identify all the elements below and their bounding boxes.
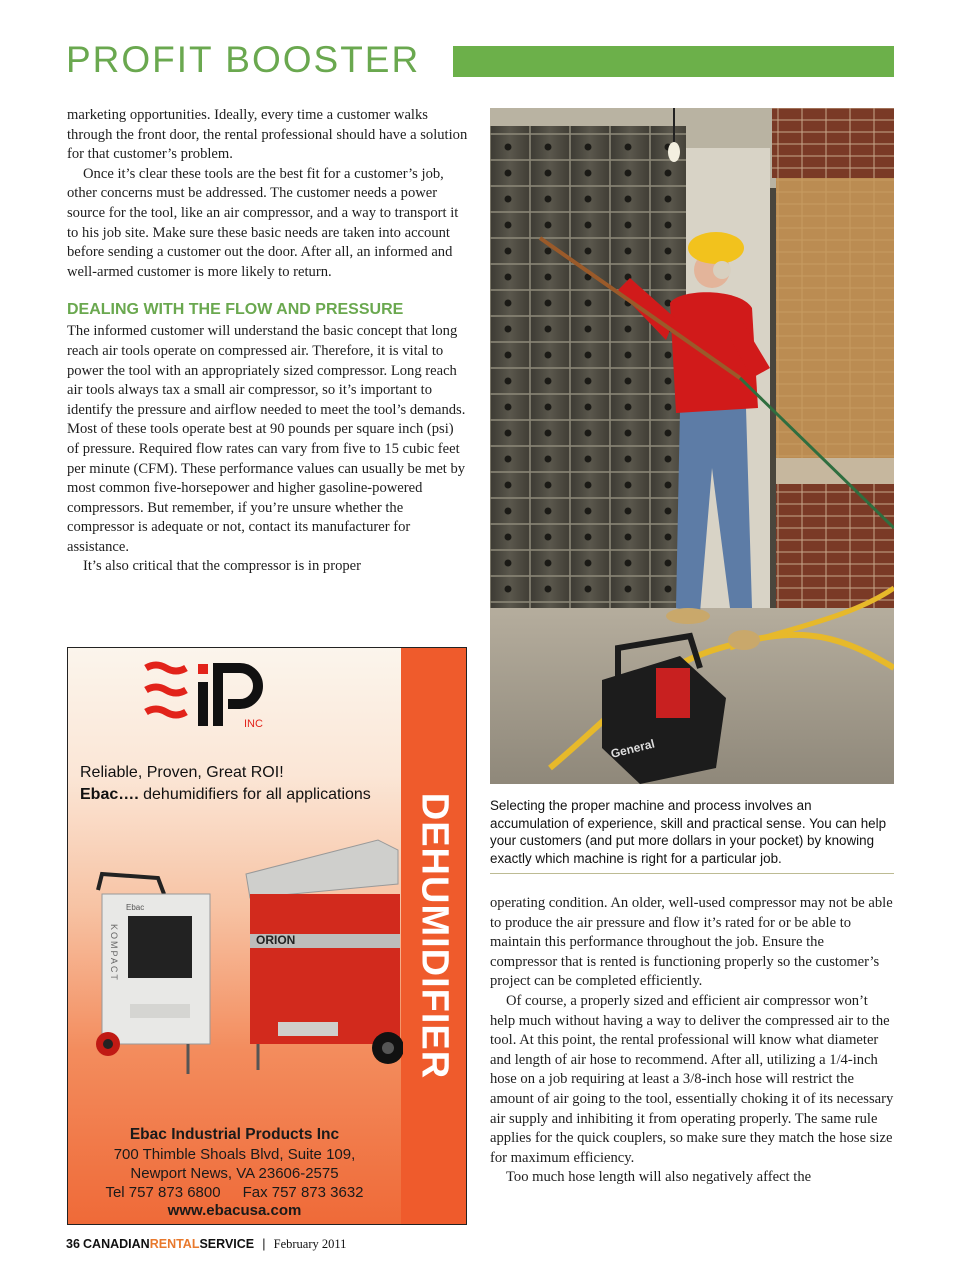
article-paragraph: It’s also critical that the compressor is in proper <box>83 558 362 575</box>
machine-brand-label: General <box>609 736 657 761</box>
ad-fax: Fax 757 873 3632 <box>242 1184 364 1201</box>
ad-tel: Tel 757 873 6800 <box>105 1184 221 1201</box>
ad-vertical-heading: DEHUMIDIFIER <box>413 792 456 1080</box>
dehumidifier-products-illustration <box>78 834 403 1094</box>
article-photo <box>490 108 894 784</box>
issue-date: February 2011 <box>273 1237 347 1251</box>
page-footer <box>66 1237 346 1252</box>
ad-city-address: Newport News, VA 23606-2575 <box>130 1165 339 1182</box>
ad-subtagline-text: dehumidifiers for all applications <box>138 786 371 803</box>
dehumidifier-advertisement <box>67 647 467 1225</box>
worker-photo-illustration <box>490 108 894 784</box>
article-paragraph: Of course, a properly sized and efficient air compressor won’t help much without having a way to deliver the compressed air to the tool. At this point, the rental professional will know what diameter and length of air hose to recommend. After all, utilizing a 1/4-inch hose on a job requiring at least a 3/8-inch hose will restrict the amount of air going to the tool, essentially choking it of its necessary air supply and inhibiting it from operating properly. The same rule applies for the quick couplers, so make sure they match the hose size for maximum efficiency. <box>490 992 894 1166</box>
ad-logo-suffix: INC <box>244 718 263 730</box>
caption-divider <box>490 873 894 874</box>
magazine-name-part3: SERVICE <box>199 1237 255 1251</box>
article-paragraph: marketing opportunities. Ideally, every time a customer walks through the front door, the rental professional should have a solution for that customer’s problem. <box>67 107 468 163</box>
ad-company-name: Ebac Industrial Products Inc <box>129 1126 340 1143</box>
ad-street-address: 700 Thimble Shoals Blvd, Suite 109, <box>113 1146 356 1163</box>
right-article-column <box>490 894 894 1188</box>
kompact-model-label: KOMPACT <box>109 924 119 982</box>
photo-caption: Selecting the proper machine and process involves an accumulation of experience, skill and practical sense. You can help your customers (and put more dollars in your pocket) by knowing exactly which machine is right for a particular job. <box>490 798 887 866</box>
section-title: PROFIT BOOSTER <box>66 39 421 80</box>
ad-subtagline <box>80 786 371 804</box>
page-number: 36 <box>66 1237 80 1251</box>
kompact-brand-label: Ebac <box>126 903 145 912</box>
article-paragraph: operating condition. An older, well-used compressor may not be able to produce the air pressure and flow it’s rated for or be able to maintain this performance throughout the job. Ensure the compressor that is rented is functioning properly so the customer’s project can be completed efficiently. <box>490 895 893 990</box>
ad-website-link[interactable]: www.ebacusa.com <box>167 1202 302 1219</box>
orion-model-label: ORION <box>256 933 296 947</box>
article-paragraph: Once it’s clear these tools are the best fit for a customer’s job, other concerns must be addressed. The customer needs a power source for the tool, like an air compressor, and a way to transport it to his job site. Make sure these basic needs are taken into account before sending a customer out the door. After all, an informed and well-armed customer is more likely to return. <box>67 165 459 280</box>
ad-brand-name: Ebac…. <box>80 786 139 803</box>
footer-separator: | <box>262 1237 266 1251</box>
left-article-column <box>67 106 469 577</box>
header-accent-bar <box>453 46 894 77</box>
ad-tagline: Reliable, Proven, Great ROI! <box>80 764 284 781</box>
magazine-name-part2: RENTAL <box>149 1237 200 1251</box>
article-paragraph: The informed customer will understand the basic concept that long reach air tools operate on compressed air. Therefore, it is vital to power the tool with an appropriately sized compressor. Long reach air tools always tax a small air compressor, so it’s important to identify the pressure and airflow needed to meet the tool’s demands. Most of these tools operate best at 90 pounds per square inch (psi) of pressure. Required flow rates can vary from five to 15 cubic feet per minute (CFM). These performance values can usually be met by most common five-horsepower and higher gasoline-powered compressors. But remember, if you’re unsure whether the compressor is adequate or not, contact its manufacturer for assistance. <box>67 323 466 555</box>
article-paragraph: Too much hose length will also negatively affect the <box>506 1169 812 1186</box>
magazine-name-part1: CANADIAN <box>83 1237 150 1251</box>
section-heading: DEALING WITH THE FLOW AND PRESSURE <box>67 301 404 319</box>
ad-phone-line <box>68 1184 401 1201</box>
